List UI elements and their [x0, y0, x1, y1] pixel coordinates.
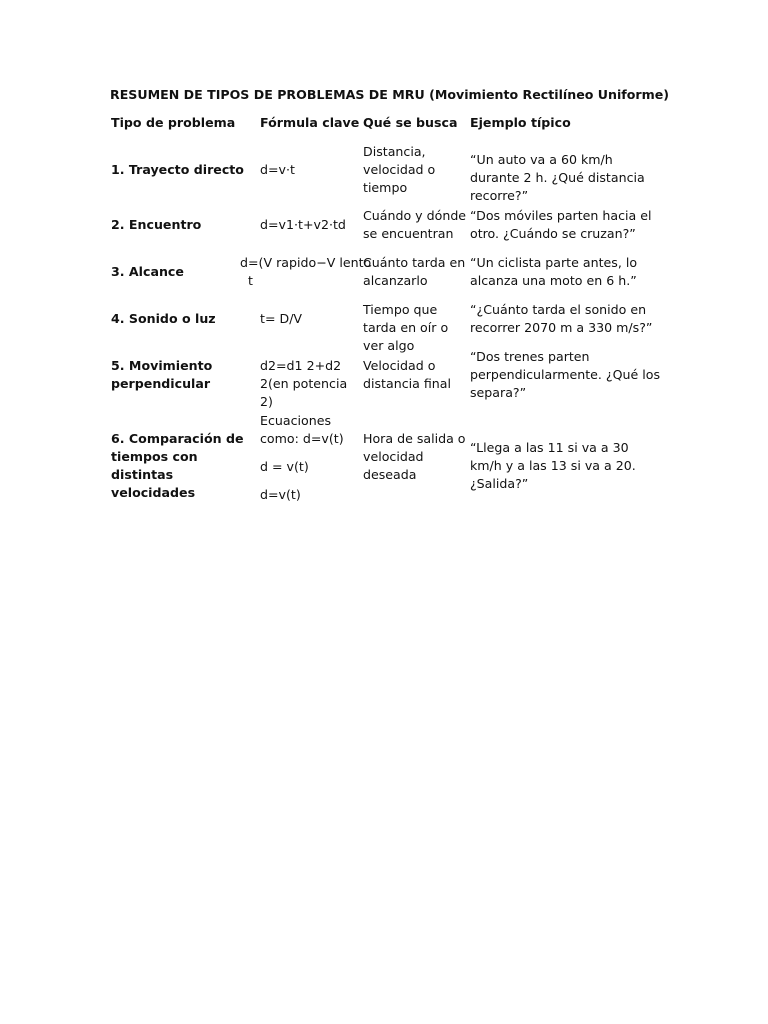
row-ejemplo: “¿Cuánto tarda el sonido en recorrer 2070 m a 330 m/s?” [470, 302, 653, 335]
row-tipo: 6. Comparación de tiempos con distintas velocidades [111, 431, 244, 500]
row-busca: Cuánto tarda en alcanzarlo [363, 255, 466, 288]
document-title: RESUMEN DE TIPOS DE PROBLEMAS DE MRU (Movimiento Rectilíneo Uniforme) [110, 87, 670, 102]
row-ejemplo: “Dos trenes parten perpendicularmente. ¿Qué los separa?” [470, 349, 661, 400]
row-tipo: 5. Movimiento perpendicular [111, 358, 213, 391]
row-formula-line1: d=(V rapido−V lento [240, 255, 372, 270]
row-busca: Cuándo y dónde se encuentran [363, 208, 467, 241]
row-ejemplo: “Un ciclista parte antes, lo alcanza una moto en 6 h.” [470, 255, 638, 288]
row-formula: d=v·t [260, 162, 295, 177]
formula-line: d = v(t) [260, 459, 309, 474]
row-tipo: 1. Trayecto directo [111, 162, 244, 177]
row-formula: d=v1·t+v2·td [260, 217, 346, 232]
row-formula-line2: t [248, 273, 253, 288]
row-tipo: 2. Encuentro [111, 217, 202, 232]
row-formula [260, 412, 360, 504]
row-tipo: 4. Sonido o luz [111, 311, 216, 326]
row-formula: t= D/V [260, 311, 303, 326]
row-ejemplo: “Dos móviles parten hacia el otro. ¿Cuándo se cruzan?” [470, 208, 652, 241]
row-tipo: 3. Alcance [111, 264, 184, 279]
row-busca: Hora de salida o velocidad deseada [363, 431, 466, 482]
row-ejemplo: “Llega a las 11 si va a 30 km/h y a las 13 si va a 20. ¿Salida?” [470, 440, 636, 491]
row-formula: d2=d1 2+d2 2(en potencia 2) [260, 358, 348, 409]
header-ejemplo: Ejemplo típico [470, 115, 571, 130]
formula-line: d=v(t) [260, 487, 301, 502]
header-tipo: Tipo de problema [111, 115, 236, 130]
header-busca: Qué se busca [363, 115, 458, 130]
row-ejemplo: “Un auto va a 60 km/h durante 2 h. ¿Qué distancia recorre?” [470, 152, 645, 203]
row-busca: Velocidad o distancia final [363, 358, 451, 391]
row-busca: Tiempo que tarda en oír o ver algo [363, 302, 449, 353]
header-formula: Fórmula clave [260, 115, 360, 130]
formula-line: Ecuaciones como: d=v(t) [260, 413, 344, 446]
row-busca: Distancia, velocidad o tiempo [363, 144, 436, 195]
